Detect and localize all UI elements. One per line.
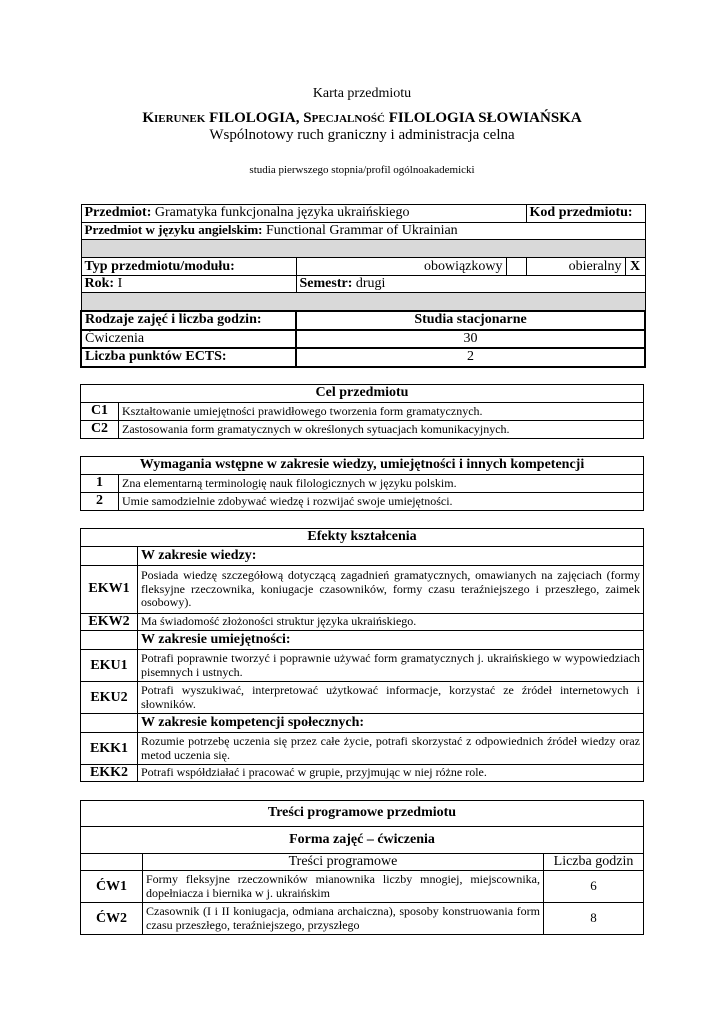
goals-header: Cel przedmiotu <box>81 385 644 403</box>
spacer-row <box>81 240 645 258</box>
subject-label: Przedmiot: <box>84 205 152 221</box>
subject-cell <box>81 205 526 223</box>
english-name-value: Functional Grammar of Ukrainian <box>266 223 458 238</box>
goal-text: Zastosowania form gramatycznych w określonych sytuacjach komunikacyjnych. <box>119 421 644 439</box>
outcome-text: Potrafi poprawnie tworzyć i poprawnie używać form gramatycznych j. ukraińskiego w wypowiedziach pisemnych i ustnych. <box>138 650 644 682</box>
specjalnosc-value: FILOLOGIA SŁOWIAŃSKA <box>388 110 582 126</box>
semester-cell <box>296 276 645 293</box>
prereq-row <box>81 475 644 493</box>
prereq-text: Zna elementarną terminologię nauk filologicznych w języku polskim. <box>119 475 644 493</box>
card-title: Karta przedmiotu <box>312 86 412 101</box>
prereq-code: 1 <box>81 475 119 493</box>
elective-mark: X <box>625 258 645 276</box>
form-header: Forma zajęć – ćwiczenia <box>81 827 644 854</box>
code-label: Kod przedmiotu: <box>529 205 633 221</box>
empty-cell <box>81 714 138 733</box>
outcome-code: EKK1 <box>81 733 138 765</box>
mandatory-mark <box>506 258 526 276</box>
english-name-label: Przedmiot w języku angielskim: <box>84 222 263 237</box>
programme-line <box>0 110 724 127</box>
year-cell <box>81 276 296 293</box>
social-header: W zakresie kompetencji społecznych: <box>138 714 644 733</box>
outcome-text: Rozumie potrzebę uczenia się przez całe życie, potrafi skorzystać z odpowiednich źródeł wiedzy oraz metod uczenia się. <box>138 733 644 765</box>
content-table <box>80 800 644 935</box>
hours-header: Rodzaje zajęć i liczba godzin: <box>81 311 296 330</box>
prereq-text: Umie samodzielnie zdobywać wiedzę i rozwijać swoje umiejętności. <box>119 493 644 511</box>
studies-header: Studia stacjonarne <box>296 311 645 330</box>
empty-cell <box>81 547 138 566</box>
content-text: Czasownik (I i II koniugacja, odmiana archaiczna), sposoby konstruowania form czasu przeszłego, teraźniejszego, przyszłego <box>143 903 544 935</box>
type-label: Typ przedmiotu/modułu: <box>81 258 296 276</box>
subject-table <box>80 204 646 368</box>
year-label: Rok: <box>84 276 115 292</box>
outcome-code: EKU1 <box>81 650 138 682</box>
ects-label: Liczba punktów ECTS: <box>81 348 296 367</box>
outcome-code: EKW2 <box>81 614 138 631</box>
content-code: ĆW1 <box>81 871 143 903</box>
content-row <box>81 903 644 935</box>
skills-header: W zakresie umiejętności: <box>138 631 644 650</box>
outcome-code: EKK2 <box>81 765 138 782</box>
outcome-text: Potrafi współdziałać i pracować w grupie, przyjmując w niej różne role. <box>138 765 644 782</box>
prereq-header: Wymagania wstępne w zakresie wiedzy, umiejętności i innych kompetencji <box>81 457 644 475</box>
content-code: ĆW2 <box>81 903 143 935</box>
study-level: studia pierwszego stopnia/profil ogólnoakademicki <box>249 164 475 176</box>
semester-value: drugi <box>355 276 386 292</box>
exercises-hours: 30 <box>296 330 645 348</box>
outcome-code: EKW1 <box>81 566 138 614</box>
english-name-cell <box>81 223 645 240</box>
outcome-code: EKU2 <box>81 682 138 714</box>
kierunek-label: Kierunek <box>142 110 206 126</box>
year-value: I <box>117 276 123 292</box>
exercises-label: Ćwiczenia <box>81 330 296 348</box>
subject-value: Gramatyka funkcjonalna języka ukraińskiego <box>154 205 410 221</box>
specjalnosc-label: Specjalność <box>303 110 385 126</box>
prereq-table <box>80 456 644 511</box>
outcomes-table <box>80 528 644 782</box>
ects-value: 2 <box>296 348 645 367</box>
content-col-header: Treści programowe <box>143 854 544 871</box>
outcome-text: Potrafi wyszukiwać, interpretować użytkować informacje, korzystać ze źródeł internetowych i słowników. <box>138 682 644 714</box>
empty-cell <box>81 631 138 650</box>
semester-label: Semestr: <box>299 276 353 292</box>
goal-row <box>81 403 644 421</box>
content-hours: 8 <box>544 903 644 935</box>
goal-code: C2 <box>81 421 119 439</box>
code-cell <box>526 205 645 223</box>
outcome-text: Ma świadomość złożoności struktur języka ukraińskiego. <box>138 614 644 631</box>
outcomes-header: Efekty kształcenia <box>81 529 644 547</box>
prereq-code: 2 <box>81 493 119 511</box>
goals-table <box>80 384 644 439</box>
mandatory-option: obowiązkowy <box>296 258 506 276</box>
knowledge-header: W zakresie wiedzy: <box>138 547 644 566</box>
kierunek-value: FILOLOGIA, <box>209 110 300 126</box>
goal-row <box>81 421 644 439</box>
hours-col-header: Liczba godzin <box>544 854 644 871</box>
prereq-row <box>81 493 644 511</box>
content-hours: 6 <box>544 871 644 903</box>
content-header: Treści programowe przedmiotu <box>81 801 644 827</box>
goal-text: Kształtowanie umiejętności prawidłowego tworzenia form gramatycznych. <box>119 403 644 421</box>
outcome-text: Posiada wiedzę szczegółową dotyczącą zagadnień gramatycznych, omawianych na zajęciach (formy fleksyjne rzeczownika, koniugacje czasowników, formy czasu teraźniejszego i przeszłego, zaimek osobowy). <box>138 566 644 614</box>
content-text: Formy fleksyjne rzeczowników mianownika liczby mnogiej, miejscownika, dopełniacza i biernika w j. ukraińskim <box>143 871 544 903</box>
spacer-row <box>81 293 645 311</box>
content-row <box>81 871 644 903</box>
goal-code: C1 <box>81 403 119 421</box>
elective-option: obieralny <box>526 258 625 276</box>
specialization-subtitle: Wspólnotowy ruch graniczny i administracja celna <box>209 127 515 143</box>
empty-cell <box>81 854 143 871</box>
